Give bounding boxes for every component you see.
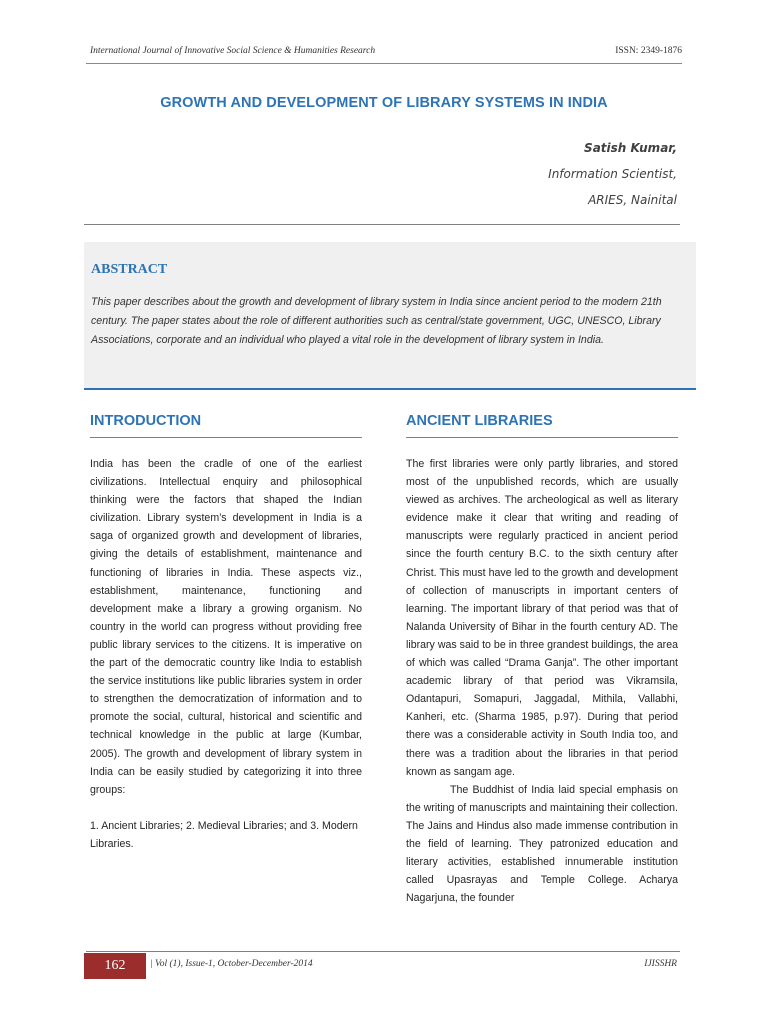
ancient-libraries-section (406, 413, 678, 907)
abstract-text: This paper describes about the growth and development of library system in India since ancient period to the modern 21th century. The paper states about the role of different authorities such as central/state government, UGC, UNESCO, Library Associations, corporate and an individual who played a vital role in the development of library system in India. (91, 296, 662, 346)
header-rule (86, 63, 682, 64)
paragraph: The first libraries were only partly libraries, and stored most of the unpublished records, which are usually viewed as archives. The archeological as well as literary evidence make it clear that writing and reading of manuscripts were regularly practiced in ancient period since the fourth century B.C. to the sixth century after Christ. This must have led to the growth and development of collection of manuscripts in important centers of learning. The important library of that period was that of Nalanda University of Bihar in the fourth century AD. The library was said to be in three grandest buildings, the area of which was called “Drama Ganja”. The other important academic library of that period was Vikramsila, Odantapuri, Somapuri, Jaggadal, Mithila, Vallabhi, Kanheri, etc. (Sharma 1985, p.97). During that period there was a considerable activity in South India too, and there was a tradition about the libraries in that period known as sangam age. (406, 458, 678, 778)
author-rule (84, 224, 680, 225)
ancient-libraries-heading: ANCIENT LIBRARIES (406, 413, 553, 429)
running-header (90, 46, 682, 56)
footer-rule (86, 951, 680, 952)
introduction-section (90, 413, 362, 853)
introduction-body (90, 455, 362, 853)
author-role: Information Scientist, (548, 167, 677, 181)
journal-name: International Journal of Innovative Social Science & Humanities Research (90, 46, 376, 56)
issn: ISSN: 2349-1876 (615, 46, 682, 56)
ancient-libraries-body (406, 455, 678, 907)
section-rule (406, 437, 678, 438)
footer-journal: IJISSHR (644, 959, 677, 969)
author-name: Satish Kumar, (584, 141, 677, 155)
introduction-heading: INTRODUCTION (90, 413, 202, 429)
abstract-heading: ABSTRACT (91, 262, 168, 277)
paper-title: GROWTH AND DEVELOPMENT OF LIBRARY SYSTEMS IN INDIA (160, 95, 608, 111)
paragraph: The Buddhist of India laid special emphasis on the writing of manuscripts and maintaining their collection. The Jains and Hindus also made immense contribution in the field of learning. They patronized education and literary activities, established innumerable institution called Upasrayas and Temple College. Acharya Nagarjuna, the founder (406, 783, 678, 905)
abstract-box (84, 242, 696, 390)
footer-issue: | Vol (1), Issue-1, October-December-2014 (150, 959, 313, 969)
author-institution: ARIES, Nainital (588, 193, 677, 207)
page-number: 162 (84, 953, 146, 979)
paragraph: 1. Ancient Libraries; 2. Medieval Libraries; and 3. Modern Libraries. (90, 819, 358, 850)
paragraph: India has been the cradle of one of the earliest civilizations. Intellectual enquiry and philosophical thinking were the factors that shaped the Indian civilization. Library system’s development in India is a saga of organized growth and development of libraries, giving the details of establishment, maintenance and functioning of libraries in India. These aspects viz., establishment, maintenance, functioning and development make a library a growing organism. No country in the world can progress without providing free public library services to the citizens. It is imperative on the part of the democratic country like India to establish the service institutions like public libraries system in order to strengthen the democratization of information and to promote the social, cultural, historical and scientific and technical knowledge in the public at large (Kumbar, 2005). The growth and development of library system in India can be easily studied by categorizing it into three groups: (90, 458, 362, 796)
section-rule (90, 437, 362, 438)
